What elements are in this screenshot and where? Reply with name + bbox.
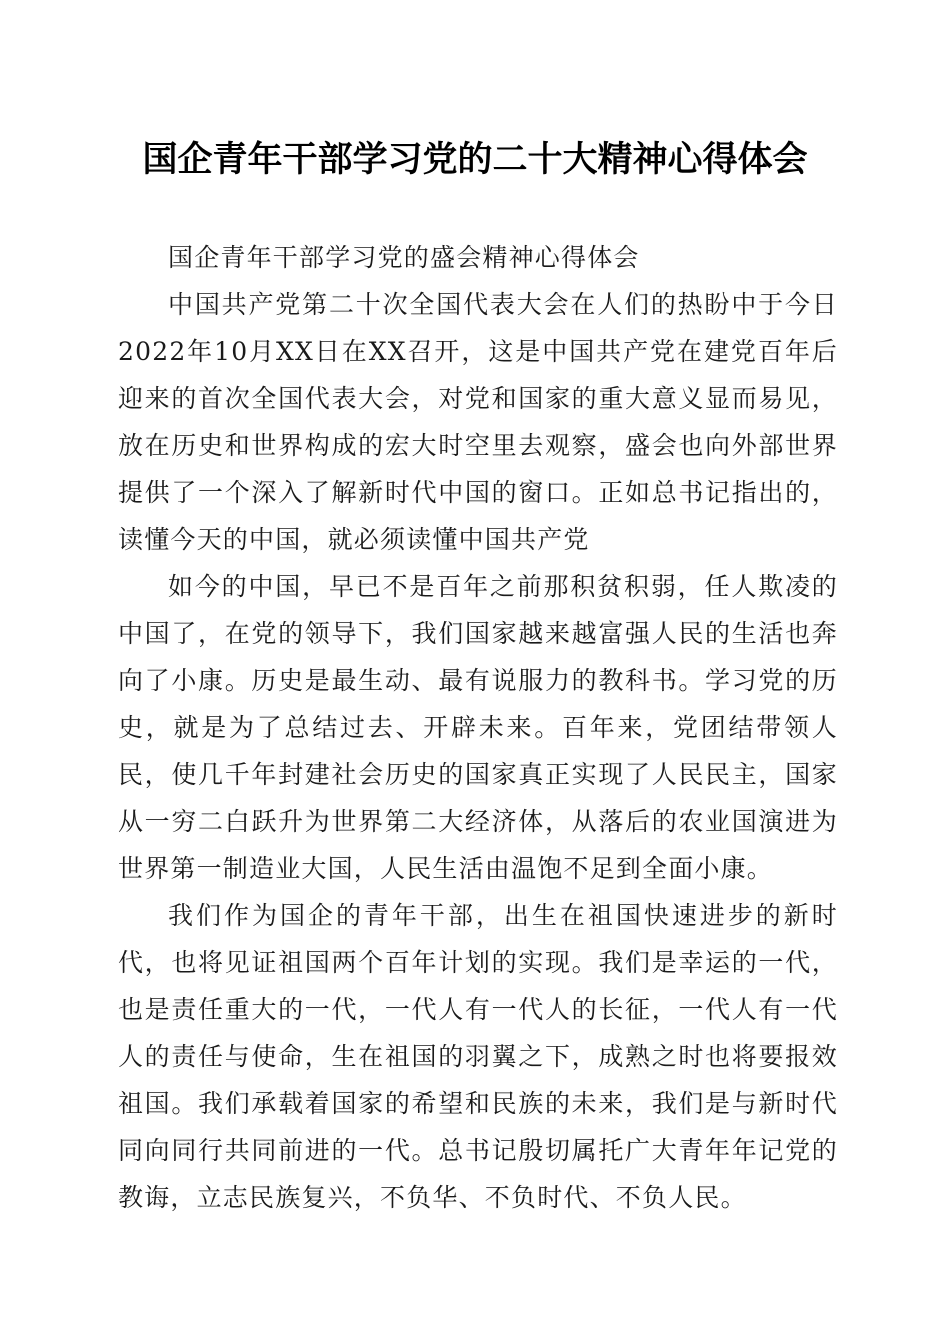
- paragraph-youth-cadres: 我们作为国企的青年干部，出生在祖国快速进步的新时代，也将见证祖国两个百年计划的实现。我们是幸运的一代，也是责任重大的一代，一代人有一代人的长征，一代人有一代人的责任与使命，生在祖国的羽翼之下，成熟之时也将要报效祖国。我们承载着国家的希望和民族的未来，我们是与新时代同向同行共同前进的一代。总书记殷切属托广大青年年记党的教诲，立志民族复兴，不负华、不负时代、不负人民。: [118, 901, 838, 1212]
- paragraph-history: 如今的中国，早已不是百年之前那积贫积弱，任人欺凌的中国了，在党的领导下，我们国家越来越富强人民的生活也奔向了小康。历史是最生动、最有说服力的教科书。学习党的历史，就是为了总结过去、开辟未来。百年来，党团结带领人民，使几千年封建社会历史的国家真正实现了人民民主，国家从一穷二白跃升为世界第二大经济体，从落后的农业国演进为世界第一制造业大国，人民生活由温饱不足到全面小康。: [118, 572, 838, 883]
- document-body: [118, 234, 838, 1221]
- document-title: 国企青年干部学习党的二十大精神心得体会: [142, 139, 808, 180]
- paragraph-congress-opening: 中国共产党第二十次全国代表大会在人们的热盼中于今日2022年10月XX日在XX召开，这是中国共产党在建党百年后迎来的首次全国代表大会，对党和国家的重大意义显而易见，放在历史和世界构成的宏大时空里去观察，盛会也向外部世界提供了一个深入了解新时代中国的窗口。正如总书记指出的，读懂今天的中国，就必须读懂中国共产党: [118, 290, 838, 554]
- paragraph-subtitle: 国企青年干部学习党的盛会精神心得体会: [168, 243, 640, 272]
